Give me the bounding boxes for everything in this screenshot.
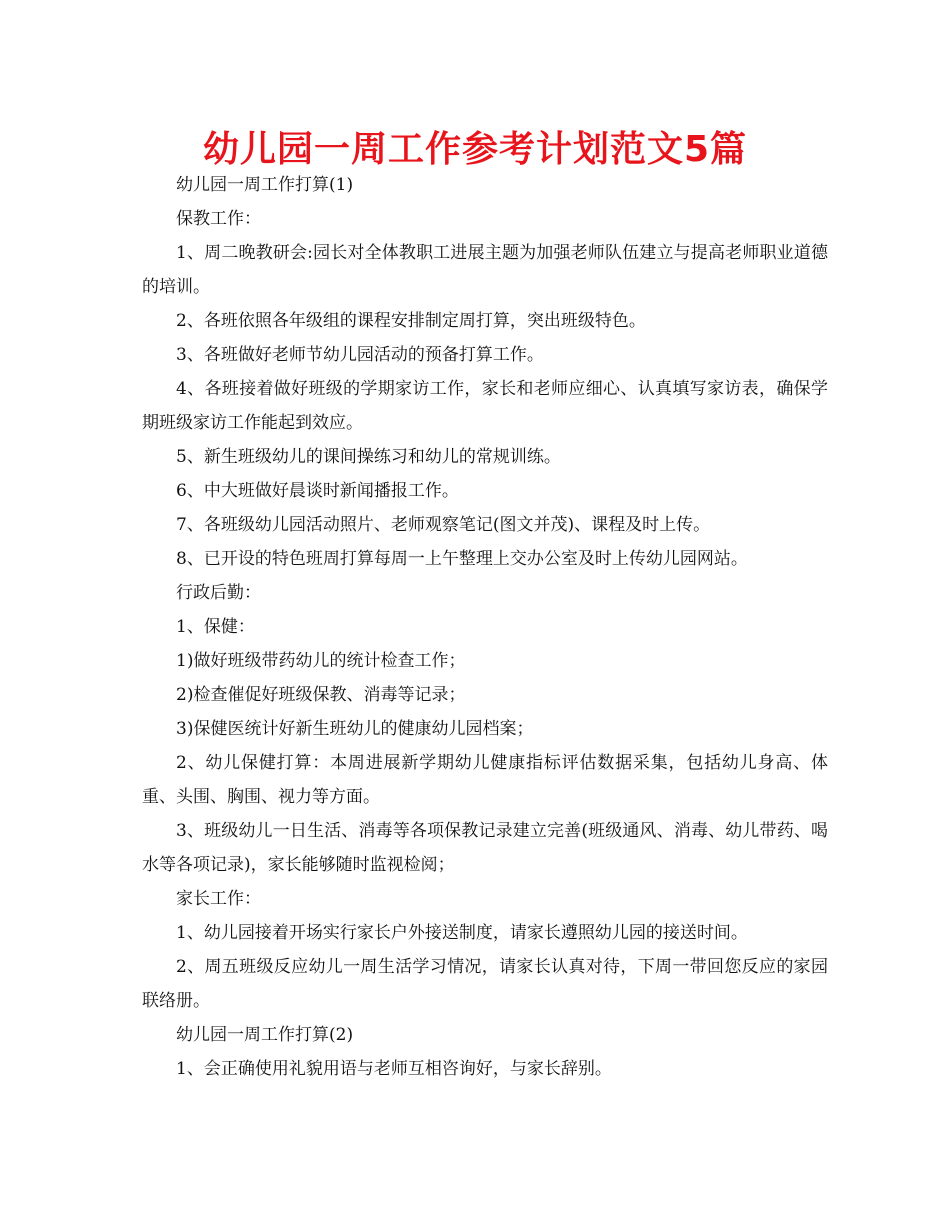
paragraph: 2、周五班级反应幼儿一周生活学习情况，请家长认真对待，下周一带回您反应的家园联络册。 [142, 957, 828, 1011]
paragraph: 2、各班依照各年级组的课程安排制定周打算，突出班级特色。 [176, 311, 646, 331]
subsection-heading: 行政后勤： [176, 583, 261, 603]
paragraph: 4、各班接着做好班级的学期家访工作，家长和老师应细心、认真填写家访表，确保学期班级家访工作能起到效应。 [142, 379, 828, 433]
paragraph: 2)检查催促好班级保教、消毒等记录； [176, 685, 466, 705]
paragraph: 3)保健医统计好新生班幼儿的健康幼儿园档案； [176, 719, 534, 739]
paragraph: 5、新生班级幼儿的课间操练习和幼儿的常规训练。 [176, 447, 561, 467]
paragraph: 1、会正确使用礼貌用语与老师互相咨询好，与家长辞别。 [176, 1059, 612, 1079]
subsection-heading: 保教工作： [176, 209, 261, 229]
paragraph: 8、已开设的特色班周打算每周一上午整理上交办公室及时上传幼儿园网站。 [176, 549, 748, 569]
paragraph: 3、各班做好老师节幼儿园活动的预备打算工作。 [176, 345, 544, 365]
document-title: 幼儿园一周工作参考计划范文5篇 [202, 129, 748, 170]
paragraph: 1、保健： [176, 617, 255, 637]
section-heading: 幼儿园一周工作打算(1) [176, 175, 354, 195]
paragraph: 7、各班级幼儿园活动照片、老师观察笔记(图文并茂)、课程及时上传。 [176, 515, 711, 535]
paragraph: 1)做好班级带药幼儿的统计检查工作； [176, 651, 466, 671]
subsection-heading: 家长工作： [176, 889, 261, 909]
paragraph: 2、幼儿保健打算：本周进展新学期幼儿健康指标评估数据采集，包括幼儿身高、体重、头围、胸围、视力等方面。 [142, 753, 828, 807]
paragraph: 1、幼儿园接着开场实行家长户外接送制度，请家长遵照幼儿园的接送时间。 [176, 923, 748, 943]
section-heading: 幼儿园一周工作打算(2) [176, 1025, 354, 1045]
document-body [142, 168, 828, 1086]
paragraph: 1、周二晚教研会:园长对全体教职工进展主题为加强老师队伍建立与提高老师职业道德的培训。 [142, 243, 828, 297]
paragraph: 3、班级幼儿一日生活、消毒等各项保教记录建立完善(班级通风、消毒、幼儿带药、喝水等各项记录)，家长能够随时监视检阅； [142, 821, 828, 875]
paragraph: 6、中大班做好晨谈时新闻播报工作。 [176, 481, 459, 501]
